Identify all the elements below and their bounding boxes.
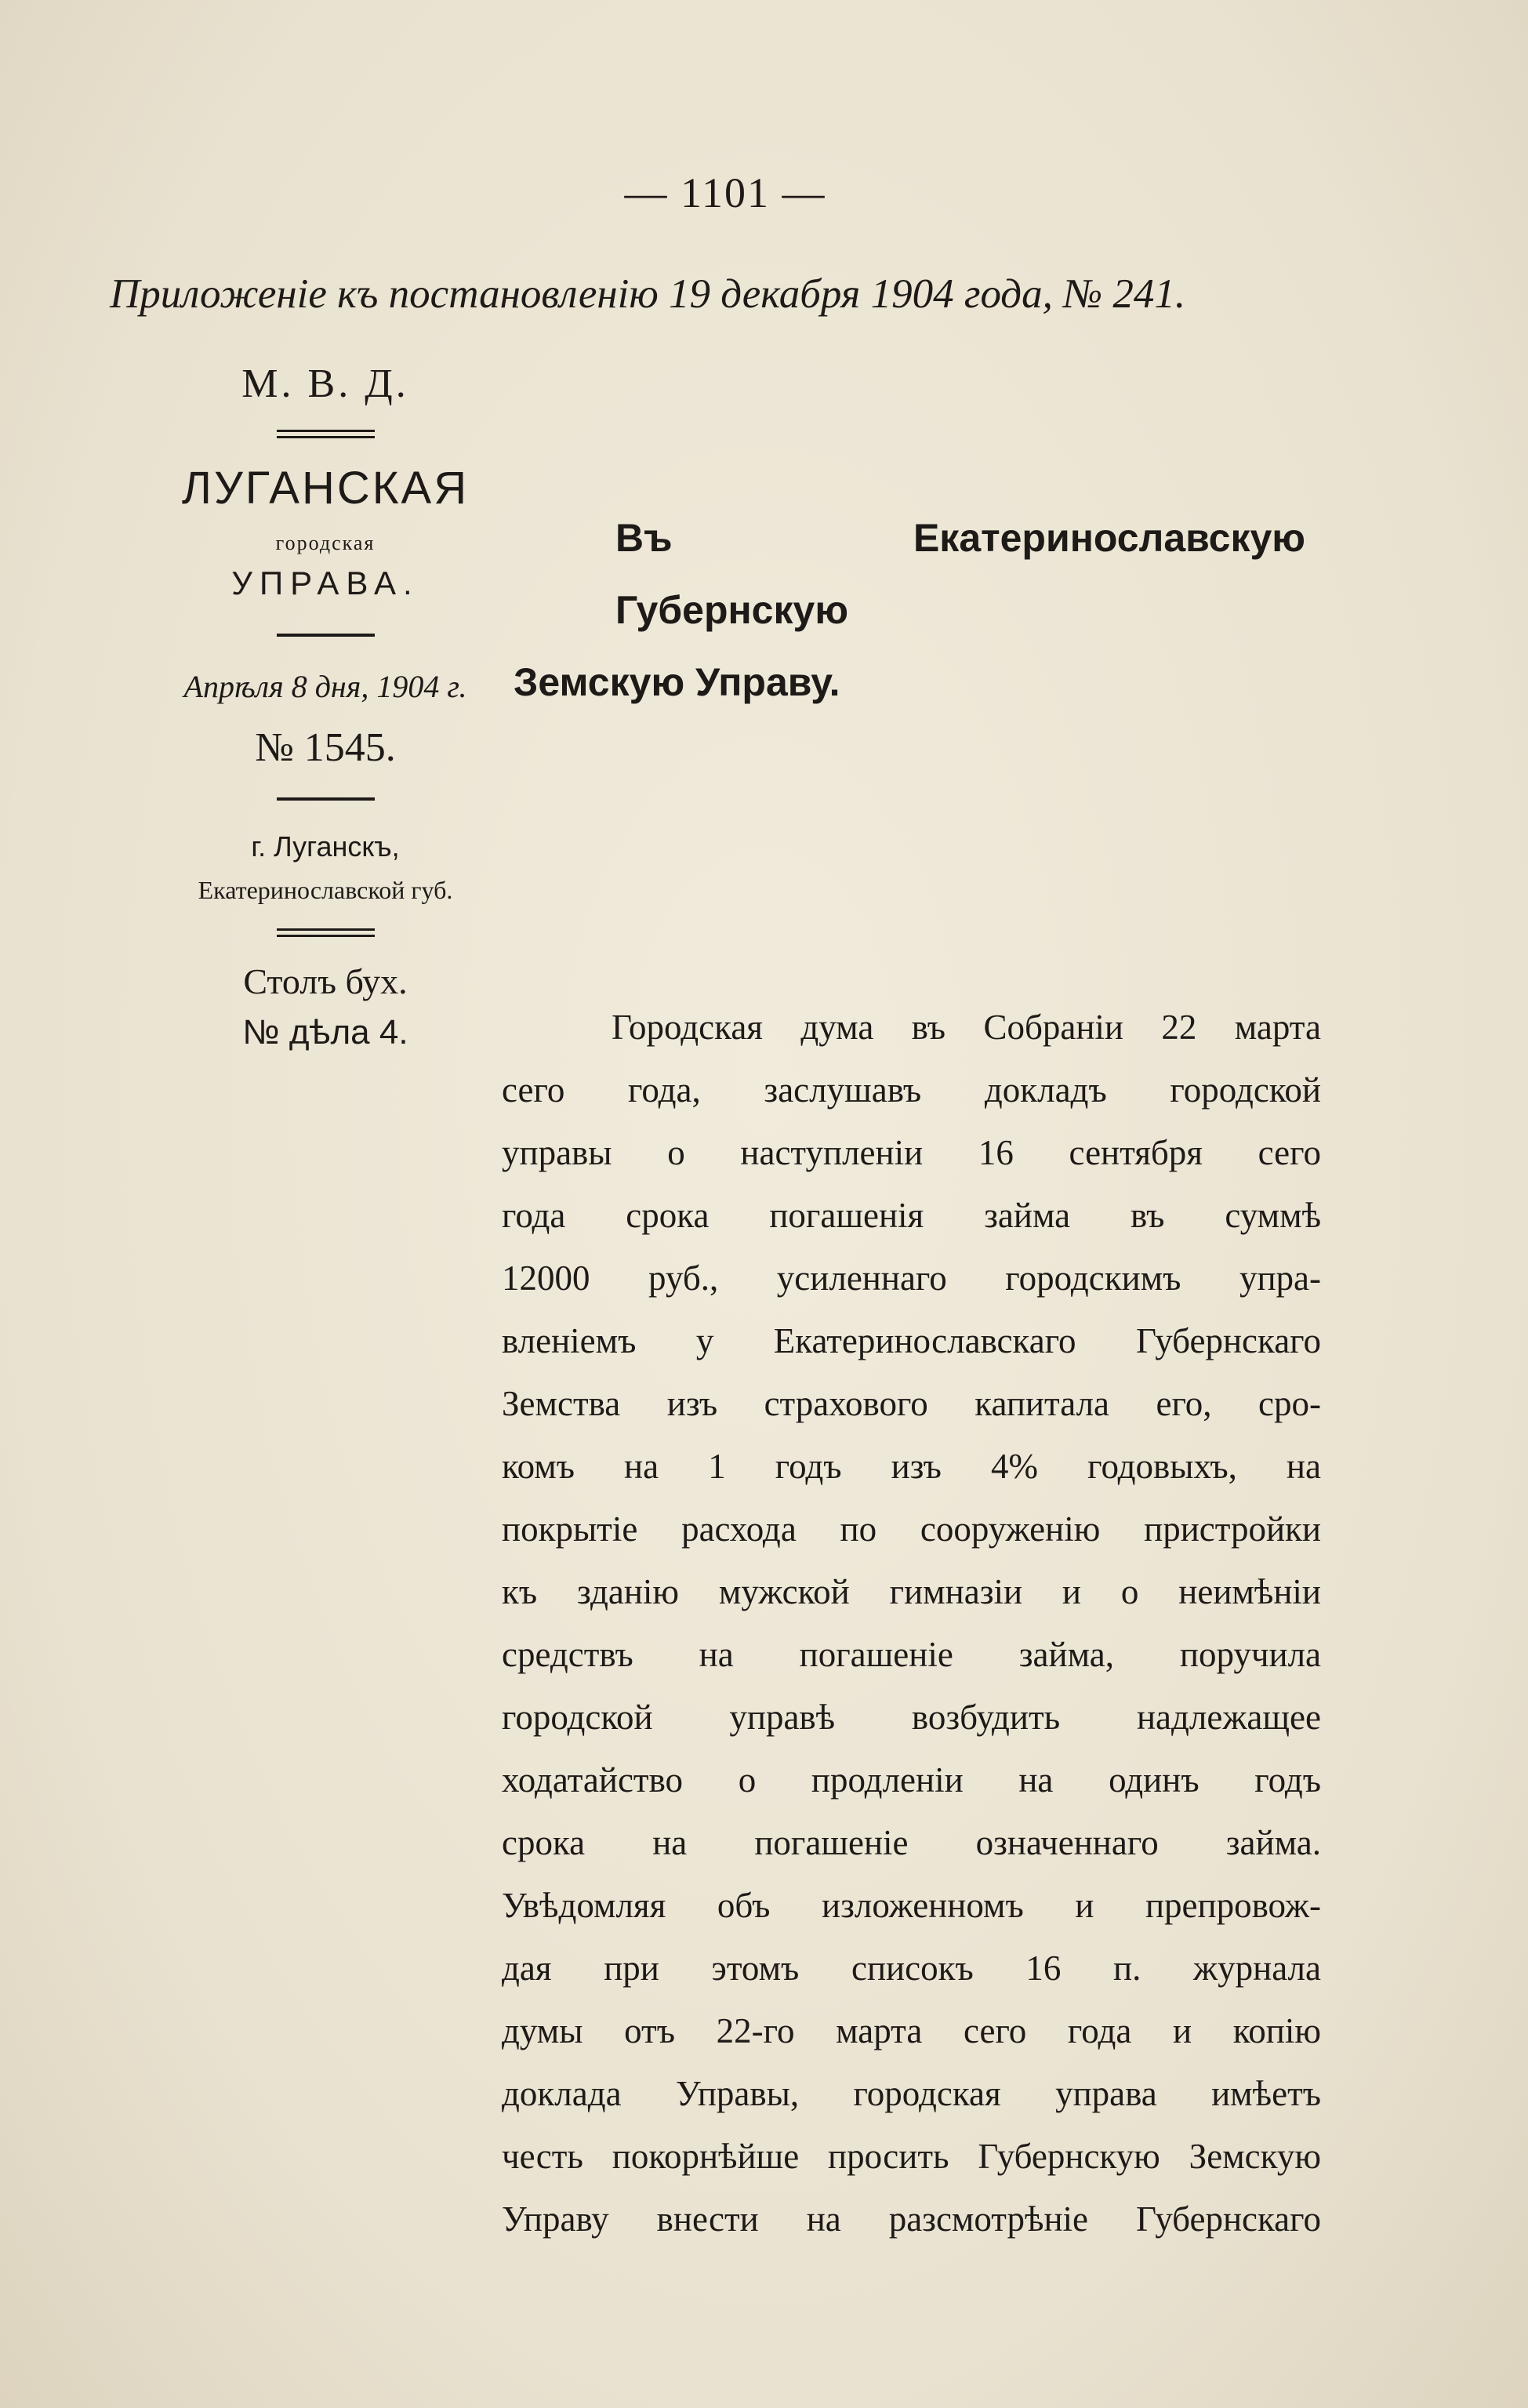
body-line: ходатайство о продленіи на одинъ годъ [502, 1760, 1321, 1800]
addressee-block [514, 502, 1305, 718]
body-line: покрытіе расхода по сооруженію пристройки [502, 1509, 1321, 1549]
addressee-line: Въ Екатеринославскую Губернскую [615, 516, 1305, 632]
body-line: думы отъ 22-го марта сего года и копію [502, 2011, 1321, 2050]
letter-body [502, 996, 1321, 2250]
org-name: ЛУГАНСКАЯ [181, 463, 470, 514]
body-line: сего года, заслушавъ докладъ городской [502, 1070, 1321, 1110]
ministry-label: М. В. Д. [241, 361, 409, 406]
body-line: вленіемъ у Екатеринославскаго Губернскаго [502, 1321, 1321, 1360]
org-subtitle: городская [275, 532, 376, 554]
body-line: къ зданію мужской гимназіи и о неимѣніи [502, 1572, 1321, 1611]
double-divider [277, 430, 375, 438]
body-line: управы о наступленіи 16 сентября сего [502, 1133, 1321, 1172]
divider [277, 634, 375, 637]
letter-date: Апрѣля 8 дня, 1904 г. [183, 669, 467, 704]
page-number: — 1101 — [624, 169, 826, 216]
addressee-line: Земскую Управу. [514, 660, 840, 704]
divider [277, 797, 375, 801]
body-line: городской управѣ возбудить надлежащее [502, 1698, 1321, 1737]
sender-city: г. Луганскъ, [251, 830, 400, 863]
body-line: Управу внести на разсмотрѣніе Губернскаго [502, 2199, 1321, 2239]
appendix-heading: Приложеніе къ постановленію 19 декабря 1904 года, № 241. [110, 271, 1186, 317]
body-line: года срока погашенія займа въ суммѣ [502, 1196, 1321, 1235]
sender-province: Екатеринославской губ. [198, 876, 453, 904]
sender-block [118, 345, 533, 1052]
body-line: доклада Управы, городская управа имѣетъ [502, 2074, 1321, 2113]
body-line: Увѣдомляя объ изложенномъ и препровож- [502, 1886, 1321, 1925]
body-line: средствъ на погашеніе займа, поручила [502, 1635, 1321, 1674]
org-board: УПРАВА. [231, 565, 419, 601]
case-number: № дѣла 4. [242, 1013, 408, 1051]
body-line: Земства изъ страхового капитала его, сро- [502, 1384, 1321, 1423]
body-line: срока на погашеніе означеннаго займа. [502, 1823, 1321, 1862]
desk-label: Столъ бух. [243, 961, 408, 1001]
body-line: честь покорнѣйше просить Губернскую Земскую [502, 2137, 1321, 2176]
body-line: 12000 руб., усиленнаго городскимъ упра- [502, 1258, 1321, 1298]
body-line: дая при этомъ списокъ 16 п. журнала [502, 1949, 1321, 1988]
letter-number: № 1545. [255, 725, 396, 770]
body-line: комъ на 1 годъ изъ 4% годовыхъ, на [502, 1447, 1321, 1486]
body-line: Городская дума въ Собраніи 22 марта [612, 1008, 1321, 1047]
double-divider [277, 928, 375, 937]
